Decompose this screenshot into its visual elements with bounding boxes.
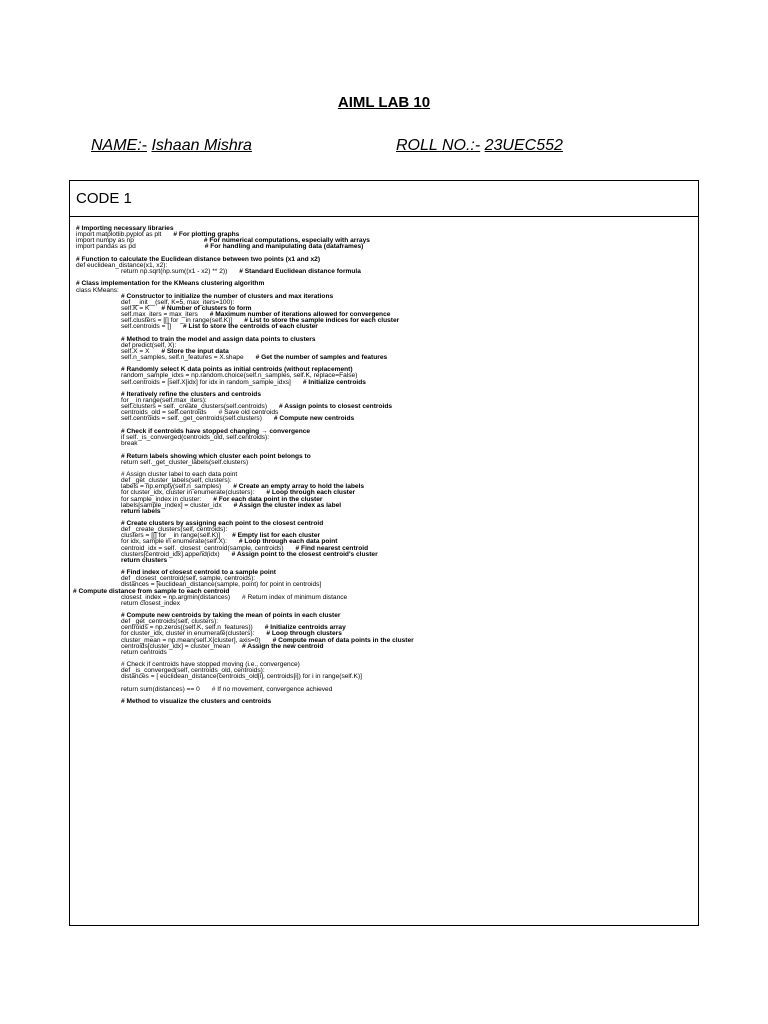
doc-title: AIML LAB 10 (337, 94, 431, 111)
code-comment: # Loop through each cluster (266, 489, 356, 497)
code-comment: # If no movement, convergence achieved (211, 685, 333, 693)
code-text: self.centroids = [self.X[idx] for idx in random_sample_idxs] (121, 378, 291, 386)
code-comment: # Get the number of samples and features (255, 353, 388, 361)
roll-label: ROLL NO.:- (396, 137, 481, 154)
code-line (70, 699, 698, 705)
code-text: def __init__(self, K=5, max_iters=100): (121, 298, 235, 306)
code-text: if self._is_converged(centroids_old, self.centroids): (121, 433, 270, 441)
code-text: self.X = X (121, 347, 150, 355)
code-text: distances = [euclidean_distance(sample, point) for point in centroids] (121, 581, 322, 589)
code-text: self.centroids = self._get_centroids(self.clusters) (121, 415, 262, 423)
code-comment: # Find nearest centroid (295, 544, 369, 552)
code-text: return clusters (121, 556, 168, 564)
code-text: # Find index of closest centroid to a sample point (121, 569, 276, 577)
name-label: NAME:- (91, 137, 147, 154)
code-text: for sample_index in cluster: (121, 495, 202, 503)
code-comment: # Save old centroids (218, 409, 279, 417)
code-text: # Check if centroids have stopped changing → convergence (121, 427, 311, 435)
code-block (70, 217, 698, 705)
roll-block (396, 137, 563, 155)
code-text: # Function to calculate the Euclidean distance between two points (x1 and x2) (76, 255, 321, 263)
code-text: return sum(distances) == 0 (121, 685, 200, 693)
code-text: def predict(self, X): (121, 341, 177, 349)
code-text: for _ in range(self.max_iters): (121, 397, 207, 405)
code-comment: # Assign the cluster index as label (233, 501, 342, 509)
code-text: import numpy as np (76, 237, 134, 245)
code-text: # Randomly select K data points as initial centroids (without replacement) (121, 366, 353, 374)
code-text: # Return labels showing which cluster each point belongs to (121, 452, 311, 460)
code-text: return labels (121, 507, 161, 515)
code-comment: # List to store the sample indices for each cluster (244, 317, 400, 324)
code-text: # Iteratively refine the clusters and centroids (121, 391, 261, 399)
code-text: # Importing necessary libraries (76, 225, 174, 232)
code-comment: # Number of clusters to form (161, 304, 252, 312)
code-text: # Method to train the model and assign data points to clusters (121, 335, 316, 343)
code-text: closest_index = np.argmin(distances) (121, 593, 231, 601)
name-block (91, 137, 252, 155)
code-text: self.K = K (121, 304, 150, 312)
code-comment: # Compute mean of data points in the cluster (272, 636, 414, 644)
code-text: import pandas as pd (76, 243, 136, 251)
code-text: def euclidean_distance(x1, x2): (76, 261, 168, 269)
code-text: # Class implementation for the KMeans clustering algorithm (76, 280, 265, 288)
section-title: CODE 1 (70, 181, 698, 217)
code-comment: # List to store the centroids of each cluster (183, 323, 318, 331)
code-text: # Constructor to initialize the number of clusters and max iterations (121, 292, 334, 300)
code-comment: # Standard Euclidean distance formula (239, 267, 361, 275)
code-text: # Method to visualize the clusters and centroids (121, 698, 272, 706)
code-text: distances = [ euclidean_distance(centroids_old[i], centroids[i]) for i in range(self.K)] (121, 673, 362, 681)
code-text: centroids = np.zeros((self.K, self.n_features)) (121, 624, 253, 632)
code-text: self.clusters = [[] for _ in range(self.K)] (121, 317, 233, 324)
code-text: class KMeans: (76, 286, 119, 294)
code-text: for cluster_idx, cluster in enumerate(clusters): (121, 630, 255, 638)
code-text: clusters[centroid_idx].append(idx) (121, 550, 220, 558)
code-text: # Assign cluster label to each data point (121, 471, 238, 479)
code-comment: # For plotting graphs (173, 231, 240, 239)
code-text: return self._get_cluster_labels(self.clusters) (121, 458, 249, 466)
code-text: def _is_converged(self, centroids_old, centroids): (121, 667, 265, 675)
code-text: def _closest_centroid(self, sample, centroids): (121, 575, 256, 583)
code-text: # Check if centroids have stopped moving (i.e., convergence) (121, 661, 300, 669)
code-text: centroid_idx = self._closest_centroid(sample, centroids) (121, 544, 284, 552)
code-text: centroids_old = self.centroids (121, 409, 207, 417)
code-text: labels[sample_index] = cluster_idx (121, 501, 222, 509)
code-text: for idx, sample in enumerate(self.X): (121, 538, 227, 546)
code-comment: # Loop through clusters (266, 630, 342, 638)
code-text: def _get_cluster_labels(self, clusters): (121, 477, 232, 485)
code-text: self.centroids = [] (121, 323, 172, 331)
code-text: random_sample_idxs = np.random.choice(self.n_samples, self.K, replace=False) (121, 372, 358, 380)
code-text: import matplotlib.pyplot as plt (76, 231, 162, 239)
code-text: # Create clusters by assigning each point to the closest centroid (121, 520, 324, 528)
code-text: return np.sqrt(np.sum((x1 - x2) ** 2)) (121, 267, 228, 275)
code-comment: # Compute new centroids (273, 415, 355, 423)
code-text: # Compute new centroids by taking the mean of points in each cluster (121, 612, 341, 620)
code-comment: # Maximum number of iterations allowed for convergence (209, 310, 391, 318)
code-comment: # Assign the new centroid (242, 642, 324, 650)
code-text: self.max_iters = max_iters (121, 310, 198, 318)
roll-value: 23UEC552 (484, 137, 563, 154)
code-comment: # For numerical computations, especially with arrays (203, 237, 370, 245)
code-comment: # Empty list for each cluster (232, 532, 321, 540)
code-comment: # Store the input data (161, 347, 229, 355)
code-comment: # Assign point to the closest centroid's cluster (231, 550, 378, 558)
code-comment: # Create an empty array to hold the labels (233, 483, 365, 491)
code-text: self.clusters = self._create_clusters(self.centroids) (121, 403, 268, 411)
code-section-box (69, 180, 699, 926)
code-text: labels = np.empty(self.n_samples) (121, 483, 222, 491)
code-text: centroids[cluster_idx] = cluster_mean (121, 642, 231, 650)
code-text: def _get_centroids(self, clusters): (121, 618, 219, 626)
code-text: for cluster_idx, cluster in enumerate(clusters): (121, 489, 255, 497)
code-comment: # Assign points to closest centroids (279, 403, 393, 411)
code-text: break (121, 440, 138, 448)
code-text: return centroids (121, 648, 167, 656)
code-comment: # Return index of minimum distance (242, 593, 348, 601)
code-text: cluster_mean = np.mean(self.X[cluster], axis=0) (121, 636, 261, 644)
code-text: return closest_index (121, 599, 181, 607)
code-text: self.n_samples, self.n_features = X.shape (121, 353, 244, 361)
code-comment: # For handling and manipulating data (dataframes) (204, 243, 364, 251)
code-text: clusters = [[] for _ in range(self.K)] (121, 532, 221, 540)
code-text: # Compute distance from sample to each centroid (73, 587, 230, 595)
name-value: Ishaan Mishra (151, 137, 252, 154)
code-comment: # For each data point in the cluster (213, 495, 323, 503)
code-comment: # Initialize centroids array (264, 624, 346, 632)
code-comment: # Initialize centroids (302, 378, 366, 386)
code-text: def _create_clusters(self, centroids): (121, 526, 228, 534)
code-comment: # Loop through each data point (238, 538, 338, 546)
